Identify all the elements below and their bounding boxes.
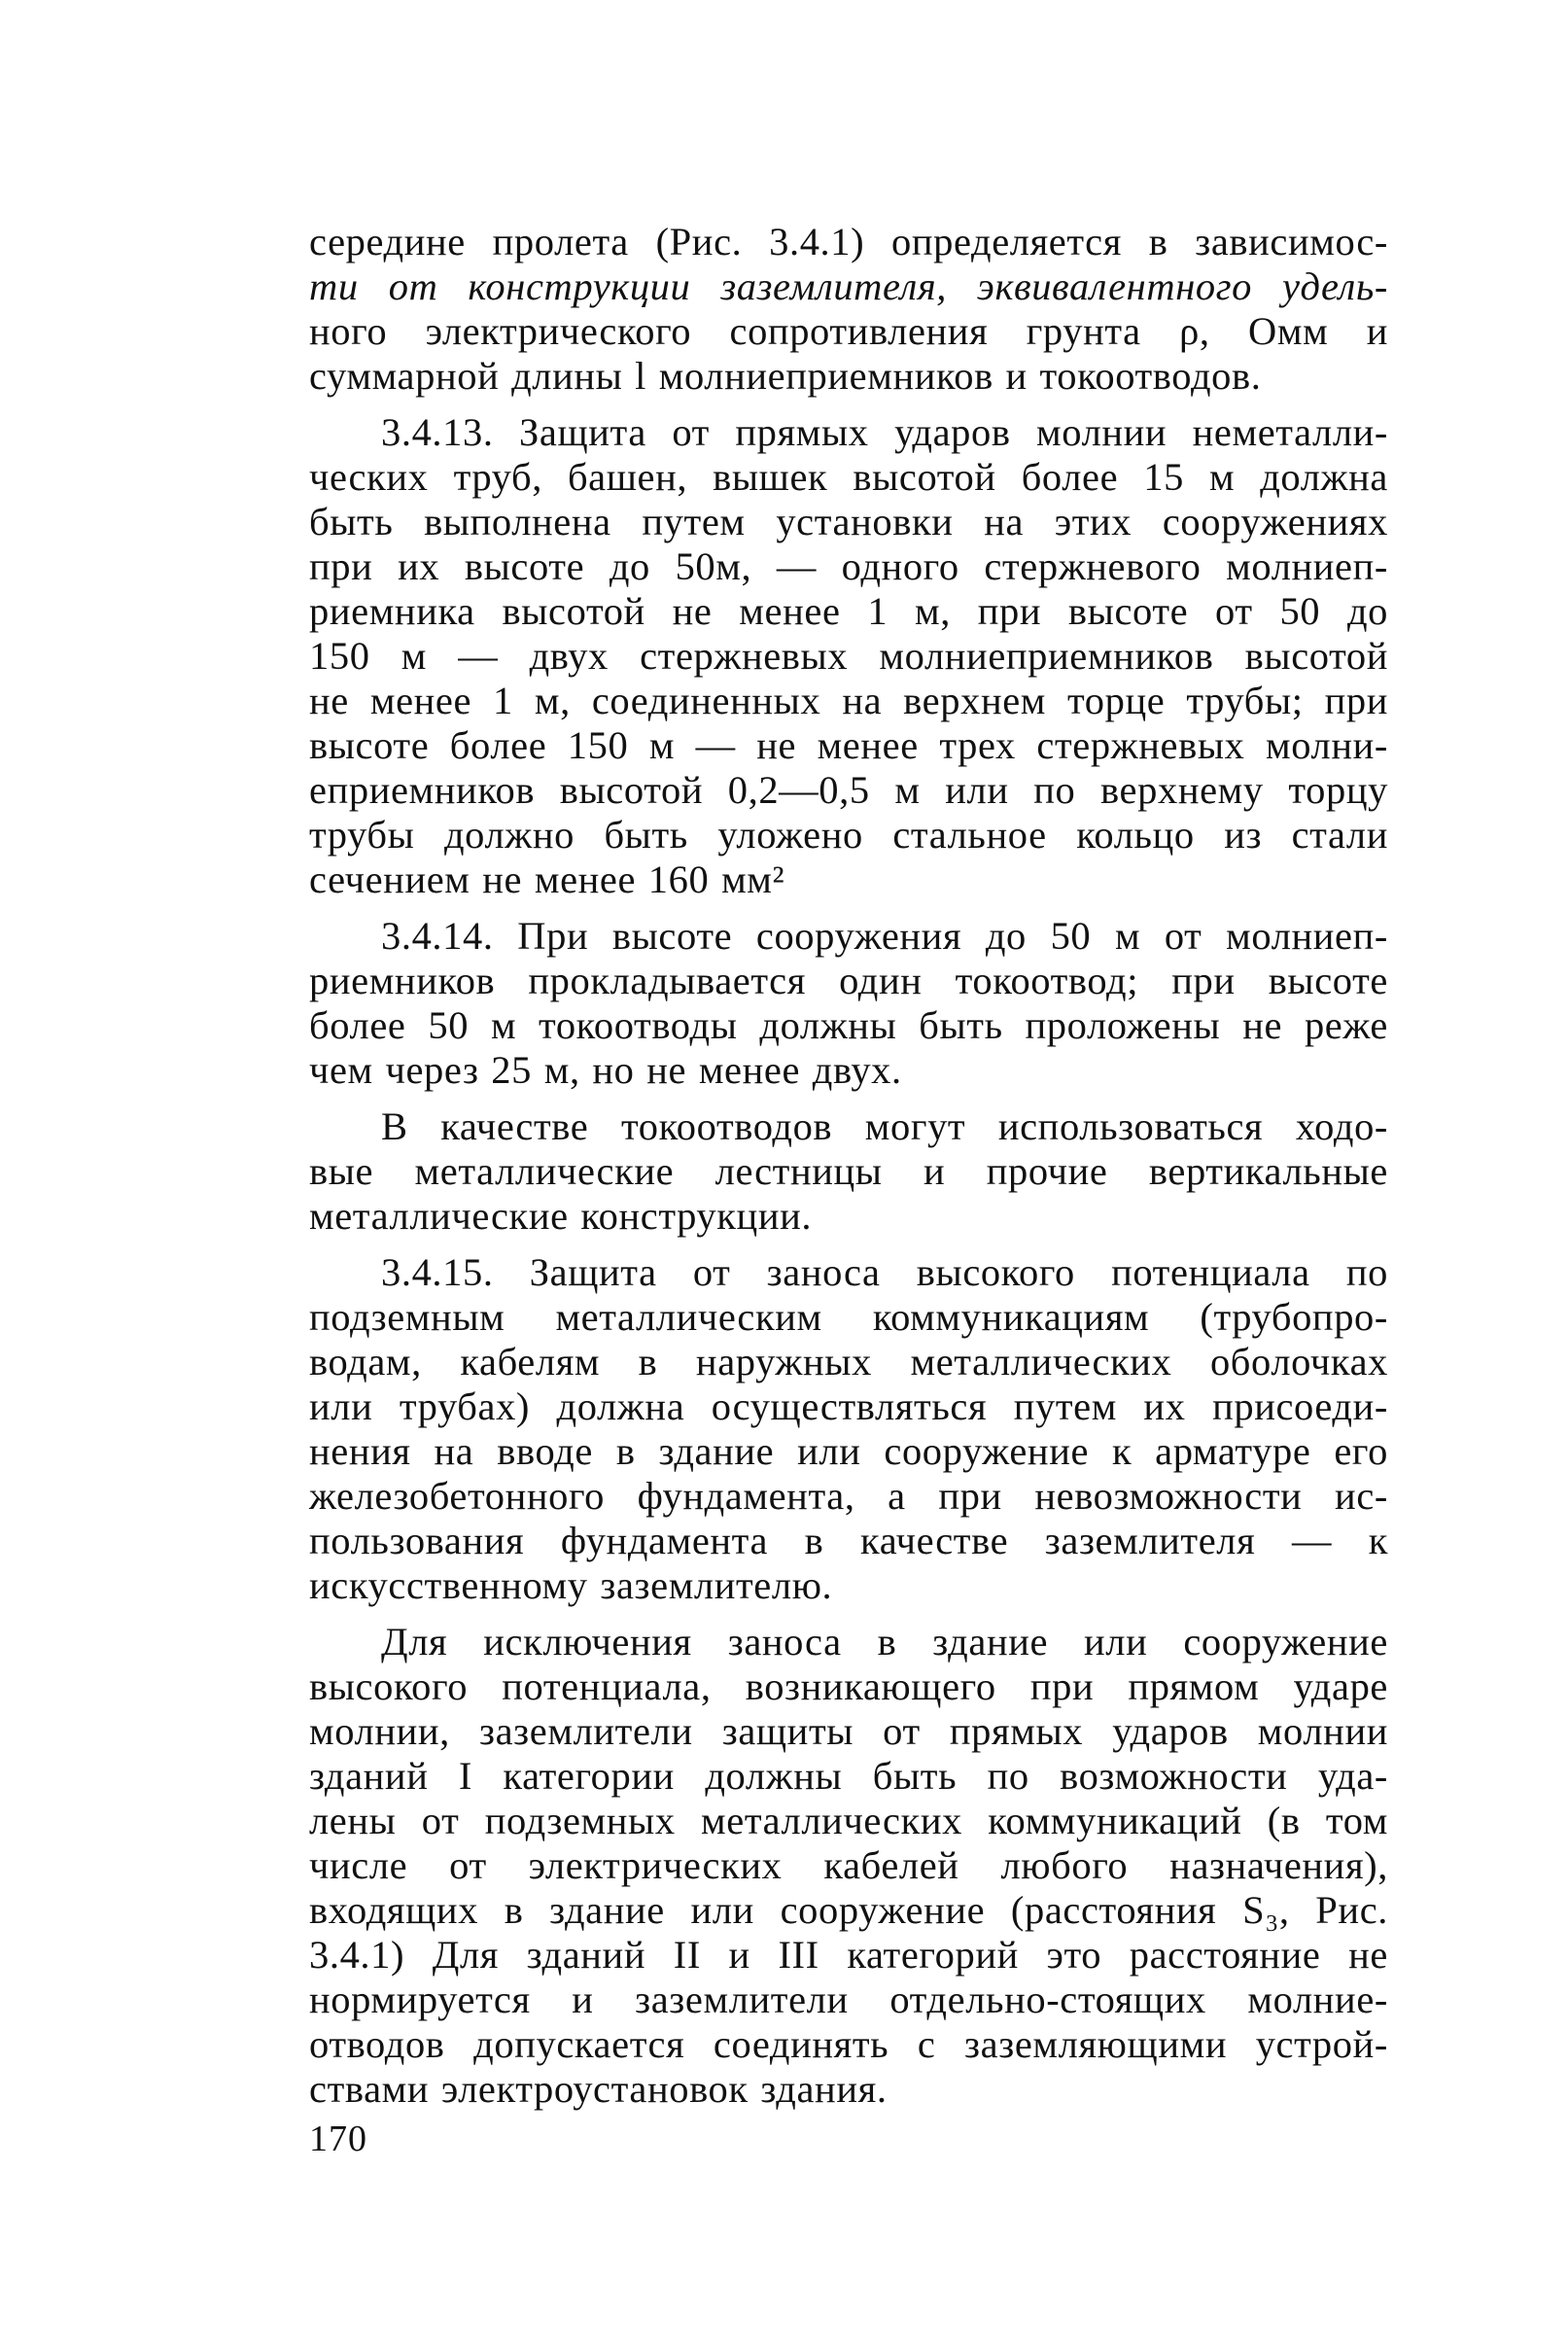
text-line: водам, кабелям в наружных металлических оболочках <box>309 1340 1388 1383</box>
text-line: металлические конструкции. <box>309 1194 813 1238</box>
page-body <box>309 220 1388 2123</box>
text-line: зданий I категории должны быть по возможности уда- <box>309 1754 1388 1798</box>
text-line: середине пролета (Рис. 3.4.1) определяется в зависимос- <box>309 220 1388 263</box>
text-line: более 50 м токоотводы должны быть проложены не реже <box>309 1003 1388 1047</box>
text-line: нормируется и заземлители отдельно-стоящих молние- <box>309 1978 1388 2021</box>
text-line: ческих труб, башен, вышек высотой более 15 м должна <box>309 455 1388 499</box>
text-line: еприемников высотой 0,2—0,5 м или по верхнему торцу <box>309 768 1388 812</box>
text-line: высокого потенциала, возникающего при прямом ударе <box>309 1664 1388 1708</box>
text-line: Для исключения заноса в здание или сооружение <box>381 1620 1388 1663</box>
text-line: лены от подземных металлических коммуникаций (в том <box>309 1799 1388 1842</box>
text-line: молнии, заземлители защиты от прямых ударов молнии <box>309 1709 1388 1753</box>
text-line: при их высоте до 50м, — одного стержневого молниеп- <box>309 544 1388 588</box>
text-line: трубы должно быть уложено стальное кольцо из стали <box>309 813 1388 857</box>
paragraph-1 <box>309 220 1388 399</box>
text-line: железобетонного фундамента, а при невозможности ис- <box>309 1474 1388 1518</box>
text-line: не менее 1 м, соединенных на верхнем торце трубы; при <box>309 679 1388 722</box>
paragraph-3-4-13 <box>309 410 1388 902</box>
text-line: искусственному заземлителю. <box>309 1563 833 1607</box>
paragraph-3-4-14 <box>309 914 1388 1093</box>
text-line: 3.4.13. Защита от прямых ударов молнии неметалли- <box>381 410 1388 454</box>
text-line: или трубах) должна осуществляться путем их присоеди- <box>309 1384 1388 1428</box>
text-line: 3.4.14. При высоте сооружения до 50 м от молниеп- <box>381 914 1388 958</box>
text-line: ти от конструкции заземлителя, эквивалентного удель- <box>309 264 1388 308</box>
text-line: 3.4.15. Защита от заноса высокого потенциала по <box>381 1250 1388 1294</box>
text-line: нения на вводе в здание или сооружение к арматуре его <box>309 1429 1388 1473</box>
text-line: чем через 25 м, но не менее двух. <box>309 1048 902 1092</box>
text-line: подземным металлическим коммуникациям (трубопро- <box>309 1295 1388 1339</box>
text-line: сечением не менее 160 мм² <box>309 858 785 901</box>
text-line: риемников прокладывается один токоотвод; при высоте <box>309 959 1388 1002</box>
paragraph-3-4-15 <box>309 1250 1388 1608</box>
text-line: суммарной длины l молниеприемников и токоотводов. <box>309 354 1262 398</box>
text-line: отводов допускается соединять с заземляющими устрой- <box>309 2022 1388 2066</box>
paragraph-grounding-separation <box>309 1620 1388 2112</box>
text-line: 150 м — двух стержневых молниеприемников высотой <box>309 634 1388 678</box>
text-line: риемника высотой не менее 1 м, при высоте от 50 до <box>309 589 1388 633</box>
text-line: пользования фундамента в качестве заземлителя — к <box>309 1519 1388 1562</box>
text-line: вые металлические лестницы и прочие вертикальные <box>309 1149 1388 1193</box>
text-line: числе от электрических кабелей любого назначения), <box>309 1843 1388 1887</box>
text-line: В качестве токоотводов могут использоваться ходо- <box>381 1104 1388 1148</box>
page-number: 170 <box>309 2118 367 2159</box>
text-line: входящих в здание или сооружение (расстояния S₃, Рис. <box>309 1888 1388 1932</box>
text-line: 3.4.1) Для зданий II и III категорий это расстояние не <box>309 1933 1388 1977</box>
text-line: высоте более 150 м — не менее трех стержневых молни- <box>309 723 1388 767</box>
text-line: ного электрического сопротивления грунта ρ, Омм и <box>309 309 1388 353</box>
text-line: ствами электроустановок здания. <box>309 2067 888 2111</box>
paragraph-downconductors <box>309 1104 1388 1239</box>
text-line: быть выполнена путем установки на этих сооружениях <box>309 500 1388 543</box>
